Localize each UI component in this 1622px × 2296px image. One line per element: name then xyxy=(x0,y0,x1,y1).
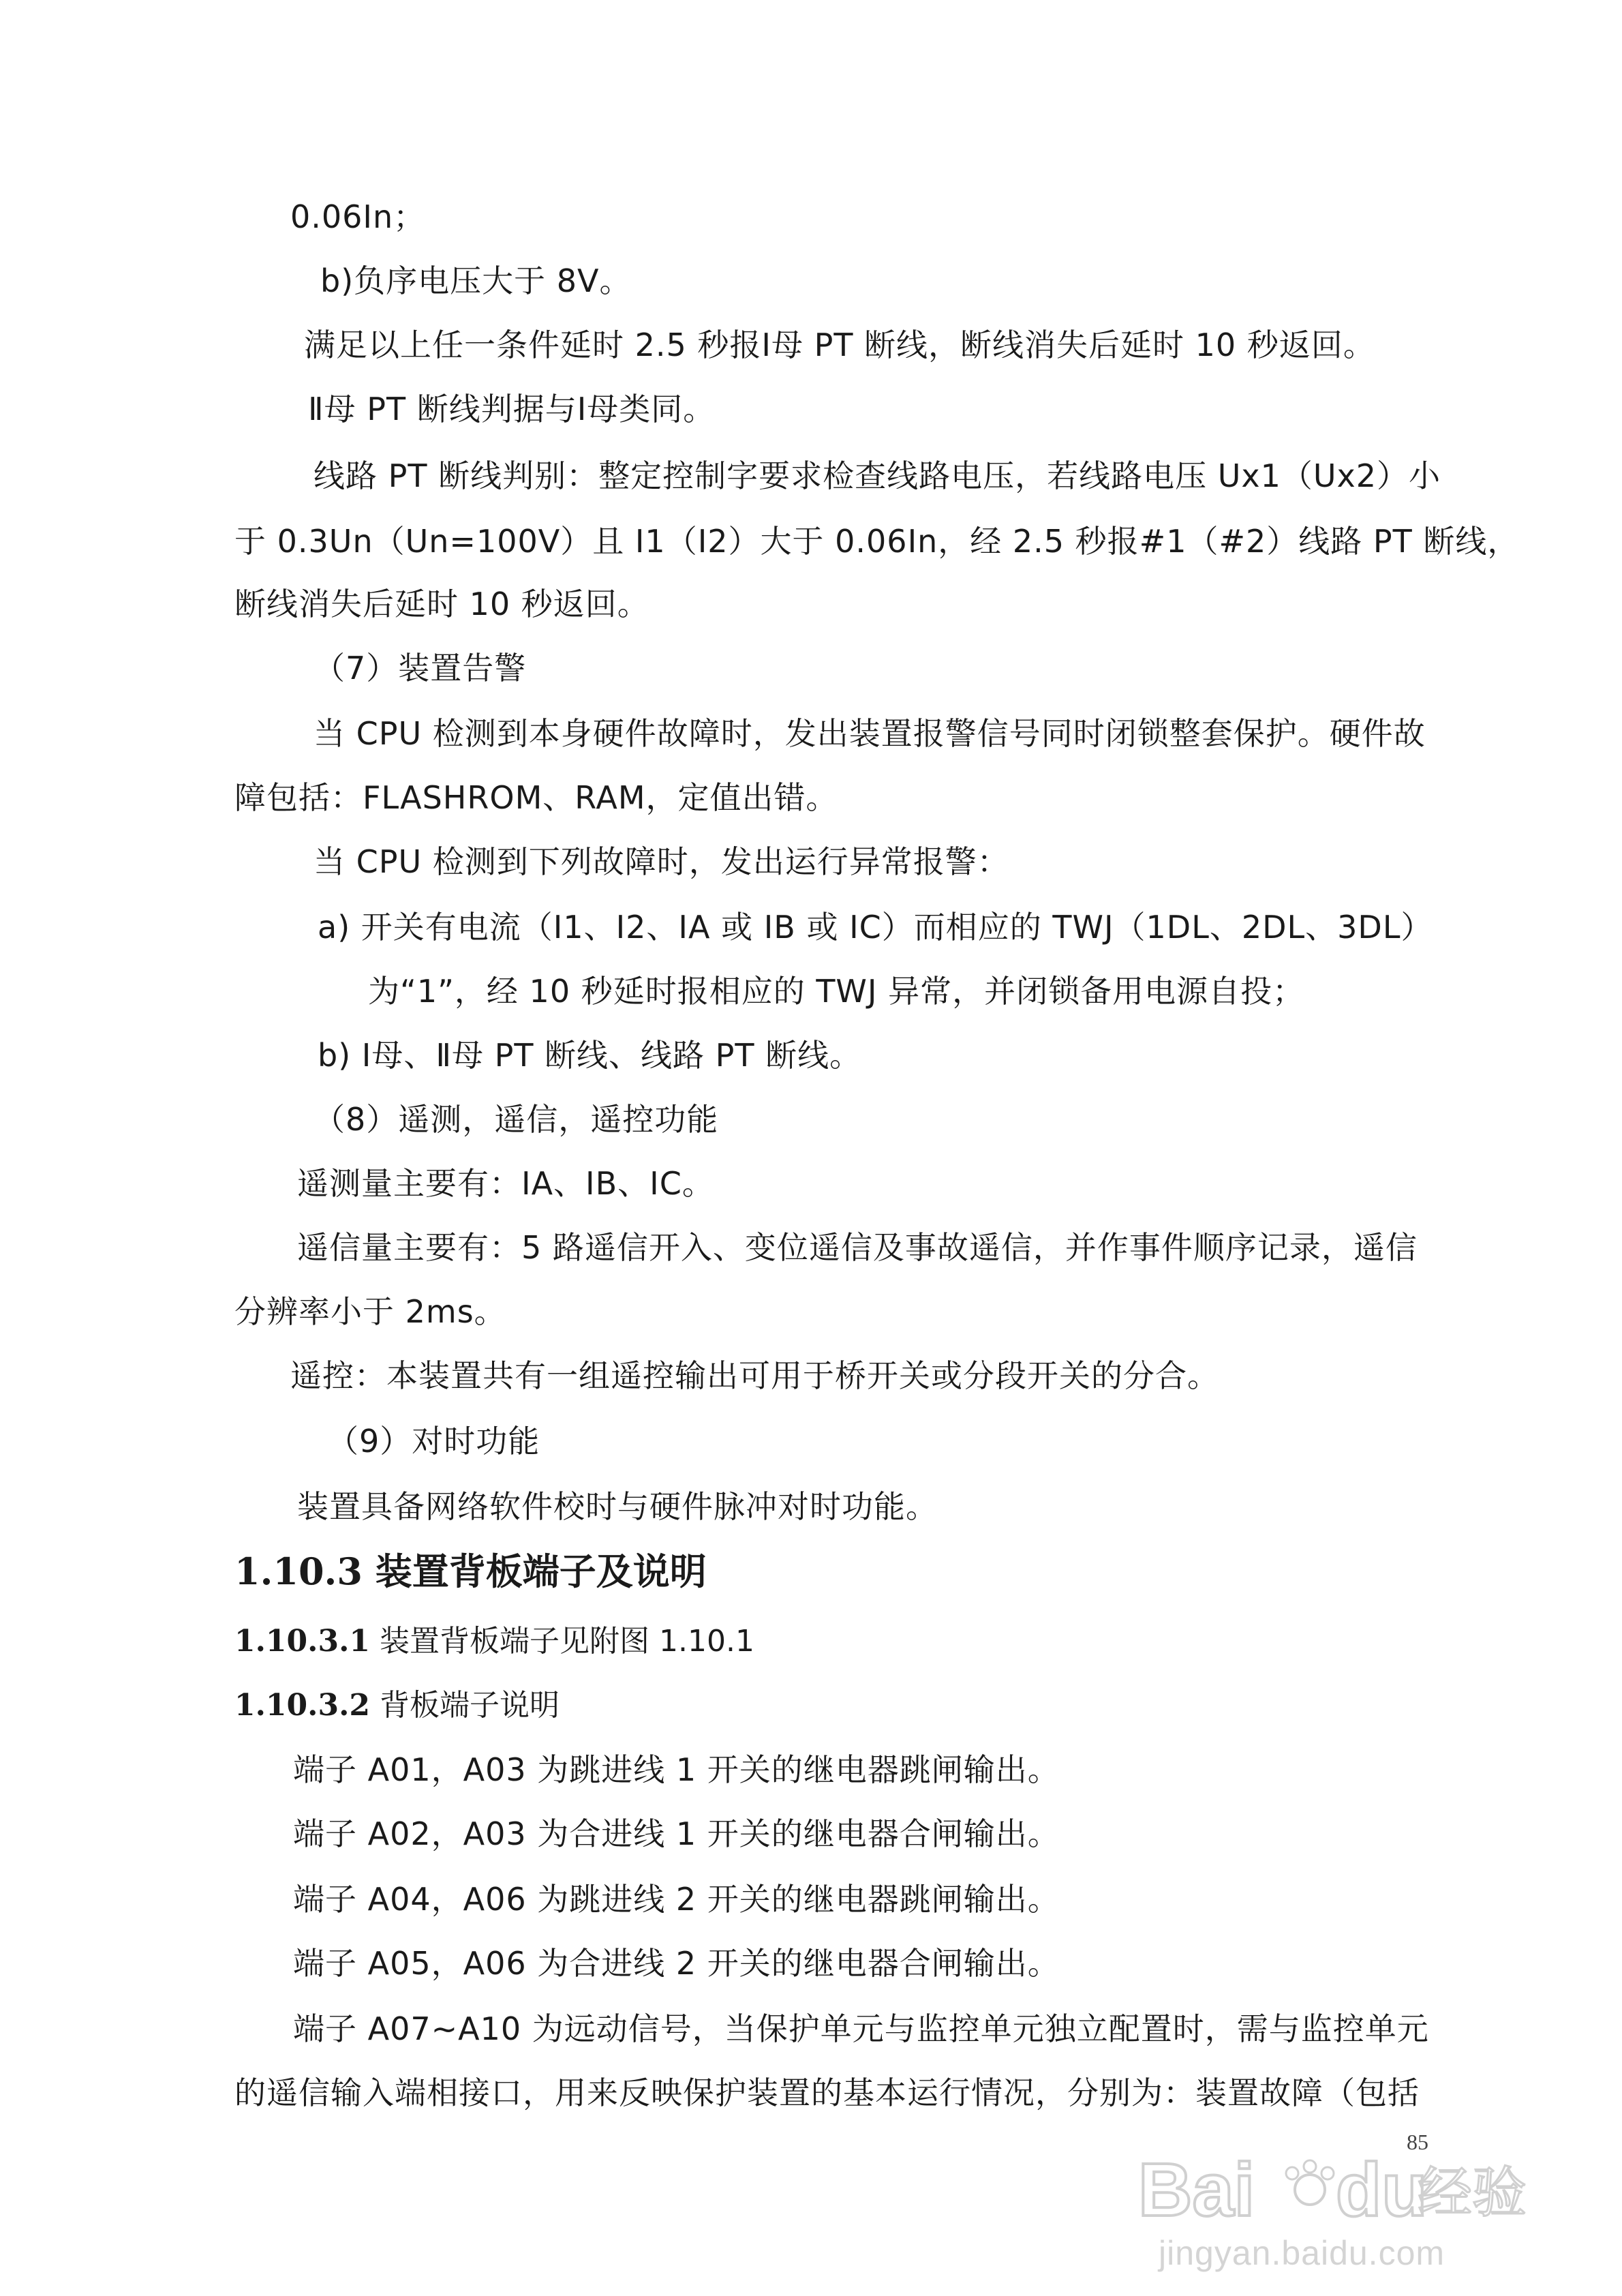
text-line: 0.06In； xyxy=(290,198,426,235)
subsection-heading xyxy=(234,1621,754,1662)
section-heading: 1.10.3 装置背板端子及说明 xyxy=(234,1550,707,1593)
list-item: b) Ⅰ母、Ⅱ母 PT 断线、线路 PT 断线。 xyxy=(318,1037,862,1074)
text-line: 分辨率小于 2ms。 xyxy=(234,1293,506,1330)
terminal-line: 端子 A05，A06 为合进线 2 开关的继电器合闸输出。 xyxy=(293,1945,1060,1982)
subsection-heading xyxy=(234,1685,560,1726)
text-line: 遥控：本装置共有一组遥控输出可用于桥开关或分段开关的分合。 xyxy=(290,1357,1219,1394)
text-line: （8）遥测，遥信，遥控功能 xyxy=(313,1101,719,1138)
text-line: 线路 PT 断线判别：整定控制字要求检查线路电压，若线路电压 Ux1（Ux2）小 xyxy=(313,457,1441,494)
subsection-title: 装置背板端子见附图 1.10.1 xyxy=(370,1624,754,1659)
list-item-continuation: 为“1”，经 10 秒延时报相应的 TWJ 异常，并闭锁备用电源自投； xyxy=(368,973,1305,1010)
svg-text:Bai: Bai xyxy=(1138,2148,1255,2232)
svg-text:经验: 经验 xyxy=(1418,2161,1527,2224)
terminal-line: 端子 A02，A03 为合进线 1 开关的继电器合闸输出。 xyxy=(293,1815,1060,1852)
svg-text:du: du xyxy=(1336,2148,1428,2232)
terminal-line: 的遥信输入端相接口，用来反映保护装置的基本运行情况，分别为：装置故障（包括 xyxy=(234,2074,1420,2111)
terminal-line: 端子 A07~A10 为远动信号，当保护单元与监控单元独立配置时，需与监控单元 xyxy=(293,2010,1429,2047)
text-line: 装置具备网络软件校时与硬件脉冲对时功能。 xyxy=(297,1488,938,1525)
text-line: 断线消失后延时 10 秒返回。 xyxy=(234,586,649,622)
text-line: 当 CPU 检测到下列故障时，发出运行异常报警： xyxy=(313,843,1009,880)
text-line: b)负序电压大于 8V。 xyxy=(320,262,632,299)
text-line: 遥信量主要有：5 路遥信开入、变位遥信及事故遥信，并作事件顺序记录，遥信 xyxy=(297,1229,1418,1266)
watermark-url: jingyan.baidu.com xyxy=(1159,2234,1445,2272)
terminal-line: 端子 A01，A03 为跳进线 1 开关的继电器跳闸输出。 xyxy=(293,1751,1060,1788)
text-line: 当 CPU 检测到本身硬件故障时，发出装置报警信号同时闭锁整套保护。硬件故 xyxy=(313,715,1426,752)
terminal-line: 端子 A04，A06 为跳进线 2 开关的继电器跳闸输出。 xyxy=(293,1881,1060,1918)
text-line: （7）装置告警 xyxy=(313,650,527,686)
text-line: Ⅱ母 PT 断线判据与Ⅰ母类同。 xyxy=(308,391,716,427)
baidu-jingyan-watermark xyxy=(1131,2141,1527,2277)
text-line: 遥测量主要有：IA、IB、IC。 xyxy=(297,1165,714,1202)
subsection-number: 1.10.3.2 xyxy=(234,1688,371,1723)
page-number: 85 xyxy=(1407,2130,1428,2154)
text-line: 满足以上任一条件延时 2.5 秒报Ⅰ母 PT 断线，断线消失后延时 10 秒返回。 xyxy=(304,327,1375,363)
list-item: a) 开关有电流（I1、I2、IA 或 IB 或 IC）而相应的 TWJ（1DL、2DL、3DL） xyxy=(318,909,1433,946)
text-line: 障包括：FLASHROM、RAM，定值出错。 xyxy=(234,779,838,816)
subsection-number: 1.10.3.1 xyxy=(234,1624,371,1659)
subsection-title: 背板端子说明 xyxy=(370,1688,560,1723)
text-line: （9）对时功能 xyxy=(327,1423,540,1460)
text-line: 于 0.3Un（Un=100V）且 I1（I2）大于 0.06In，经 2.5 秒报#1（#2）线路 PT 断线， xyxy=(234,523,1520,560)
